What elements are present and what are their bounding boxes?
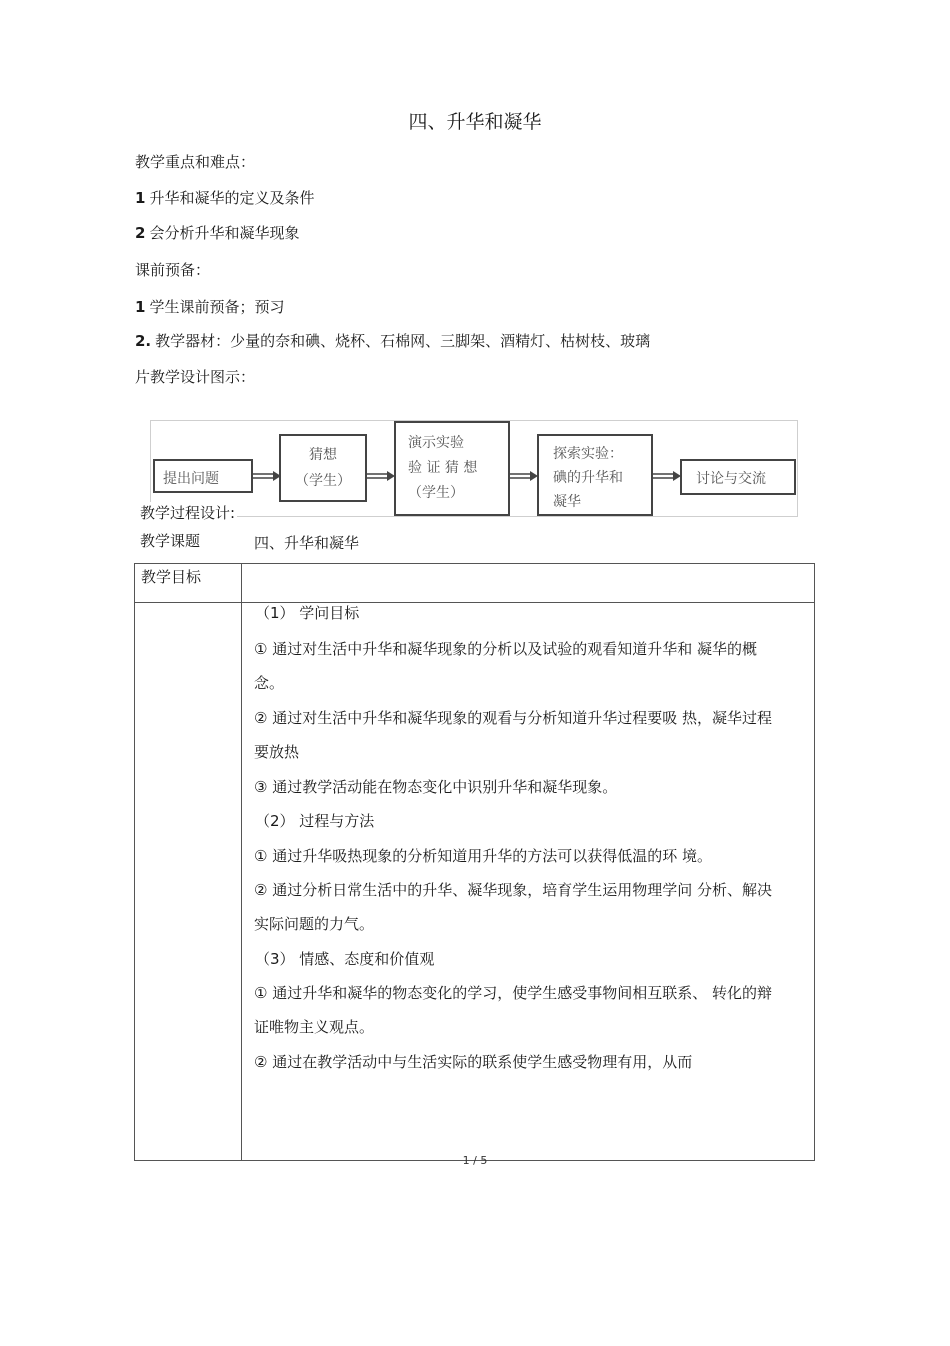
prep-item-1 (135, 296, 284, 317)
key-point-2-number: 2 (135, 224, 146, 242)
prep-label: 课前预备： (135, 261, 211, 279)
goal-knowledge-2-line-1: ② 通过对生活中升华和凝华现象的观看与分析知道升华过程要吸 热，凝华过程 (254, 709, 772, 727)
goal-attitude-1-line-2: 证唯物主义观点。 (254, 1018, 375, 1036)
goal-process-1: ① 通过升华吸热现象的分析知道用升华的方法可以获得低温的环 境。 (254, 847, 712, 865)
prep-item-2 (135, 330, 650, 351)
flow-step-explore (537, 434, 653, 516)
key-point-2-text: 会分析升华和凝华现象 (149, 224, 300, 242)
page-number: 1 / 5 (462, 1154, 488, 1167)
goal-process-2-line-1: ② 通过分析日常生活中的升华、凝华现象，培育学生运用物理学问 分析、解决 (254, 881, 772, 899)
flow-arrow-2 (367, 471, 395, 481)
page-title: 四、升华和凝华 (408, 111, 542, 133)
goal-knowledge-2-line-2: 要放热 (254, 743, 300, 761)
flow-step-question-label: 提出问题 (163, 471, 219, 487)
flow-step-demo-line-1: 演示实验 (408, 435, 464, 451)
flow-arrow-3 (510, 471, 538, 481)
flow-step-discuss-label: 讨论与交流 (696, 471, 766, 487)
topic-label: 教学课题 (140, 532, 201, 550)
flow-step-guess (279, 434, 367, 502)
flow-step-demo-line-2: 验 证 猜 想 (408, 460, 478, 476)
flow-step-explore-line-2: 碘的升华和 (553, 470, 623, 486)
key-points-label: 教学重点和难点： (135, 153, 256, 171)
key-point-2 (135, 222, 299, 243)
goal-knowledge-1-line-1: ① 通过对生活中升华和凝华现象的分析以及试验的观看知道升华和 凝华的概 (254, 640, 757, 658)
table-divider-horizontal (135, 602, 814, 603)
flow-step-explore-line-1: 探索实验： (553, 446, 623, 462)
prep-item-1-number: 1 (135, 298, 146, 316)
flow-step-explore-line-3: 凝华 (553, 494, 581, 510)
goal-attitude-1-line-1: ① 通过升华和凝华的物态变化的学习，使学生感受事物间相互联系、 转化的辩 (254, 984, 772, 1002)
table-divider-vertical (241, 564, 242, 1160)
goal-process-2-line-2: 实际问题的力气。 (254, 915, 375, 933)
key-point-1-number: 1 (135, 189, 146, 207)
flow-step-demo (394, 421, 510, 516)
goals-table (134, 563, 815, 1161)
goal-knowledge-1-line-2: 念。 (254, 674, 285, 692)
flow-step-guess-line-1: 猜想 (309, 447, 337, 463)
flow-arrow-1 (253, 471, 281, 481)
flow-step-guess-line-2: （学生） (295, 473, 351, 489)
goal-knowledge-3: ③ 通过教学活动能在物态变化中识别升华和凝华现象。 (254, 778, 618, 796)
flow-step-demo-line-3: （学生） (408, 485, 464, 501)
flow-step-question (153, 459, 253, 493)
teaching-flow-diagram (150, 420, 798, 517)
process-label: 教学过程设计: (140, 504, 236, 522)
goal-heading-attitude: （3） 情感、态度和价值观 (255, 950, 435, 968)
prep-item-2-text: 教学器材：少量的奈和碘、烧杯、石棉网、三脚架、酒精灯、枯树枝、玻璃 (155, 332, 651, 350)
design-label: 片教学设计图示： (135, 368, 256, 386)
goals-label: 教学目标 (141, 568, 202, 586)
key-point-1 (135, 187, 314, 208)
key-point-1-text: 升华和凝华的定义及条件 (149, 189, 315, 207)
prep-item-1-text: 学生课前预备；预习 (149, 298, 285, 316)
prep-item-2-number: 2. (135, 332, 152, 350)
flow-step-discuss (680, 459, 796, 495)
goal-attitude-2: ② 通过在教学活动中与生活实际的联系使学生感受物理有用，从而 (254, 1053, 693, 1071)
goal-heading-process: （2） 过程与方法 (255, 812, 375, 830)
topic-value: 四、升华和凝华 (254, 534, 360, 552)
flow-arrow-4 (653, 471, 681, 481)
goal-heading-knowledge: （1） 学问目标 (255, 604, 360, 622)
